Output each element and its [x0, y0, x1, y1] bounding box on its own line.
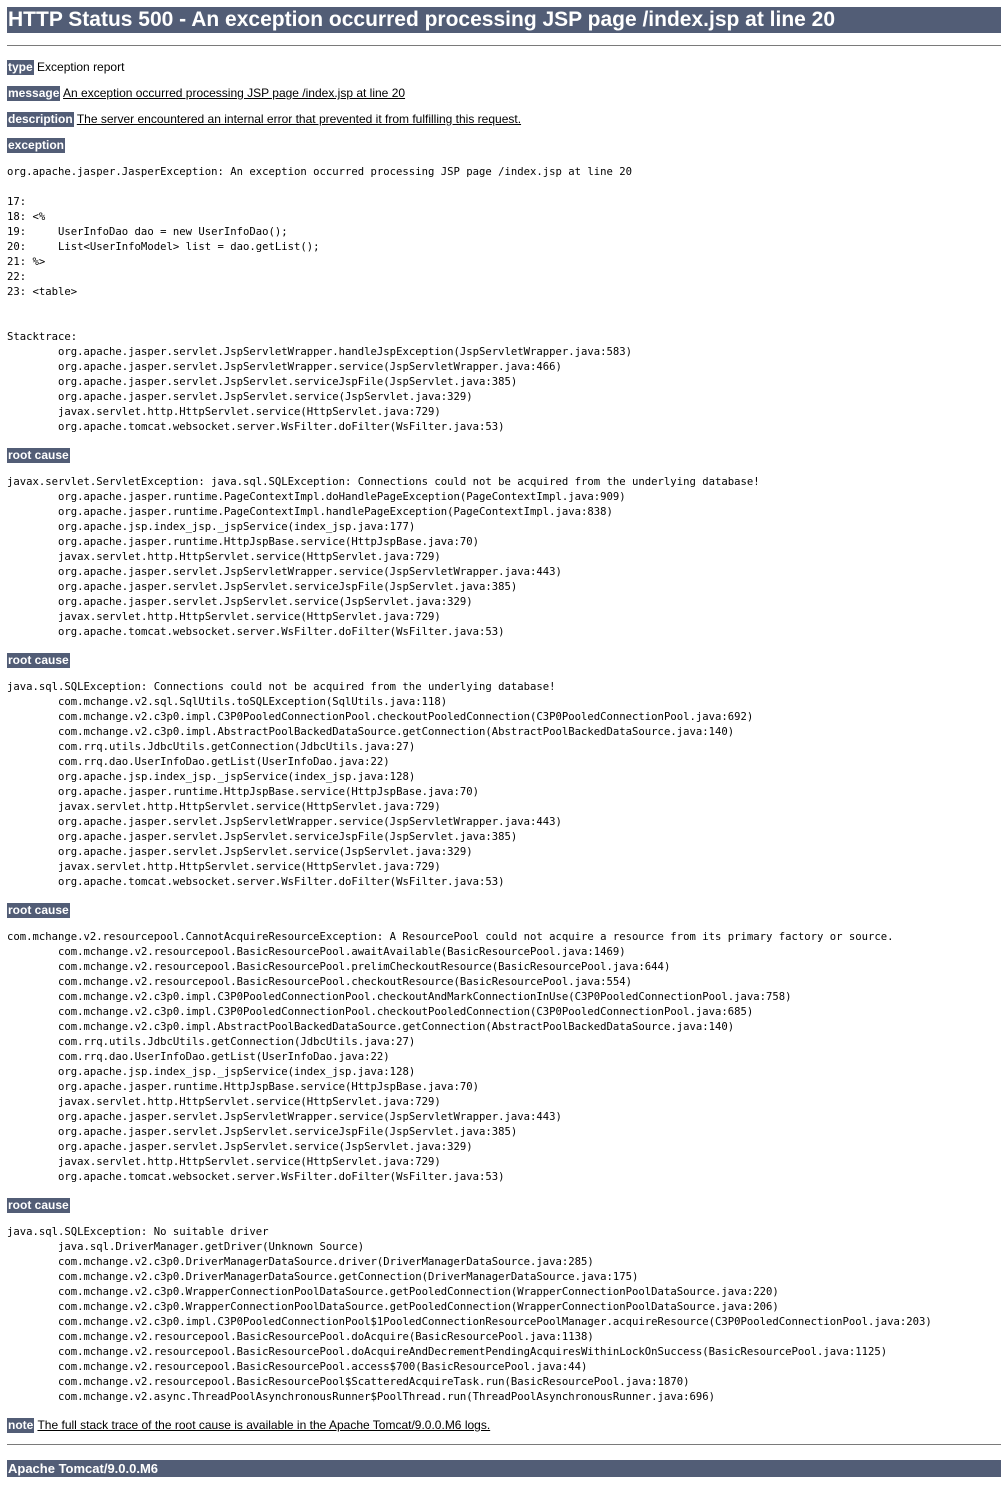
note-row	[7, 1418, 490, 1433]
root-cause-label: root cause	[8, 1198, 69, 1212]
root-cause-stacktrace-4: java.sql.SQLException: No suitable driver java.sql.DriverManager.getDriver(Unknown Source) com.mchange.v2.c3p0.DriverManagerDataSource.driver(DriverManagerDataSource.java:285) com.mchange.v2.c3p0.DriverManagerDataSource.getConnection(DriverManagerDataSource.java:175) com.mchange.v2.c3p0.WrapperConnectionPoolDataSource.getPooledConnection(WrapperConnectionPoolDataSource.java:220) com.mchange.v2.c3p0.WrapperConnectionPoolDataSource.getPooledConnection(WrapperConnectionPoolDataSource.java:206) com.mchange.v2.c3p0.impl.C3P0PooledConnectionPool$1PooledConnectionResourcePoolManager.acquireResource(C3P0PooledConnectionPool.java:203) com.mchange.v2.resourcepool.BasicResourcePool.doAcquire(BasicResourcePool.java:1138) com.mchange.v2.resourcepool.BasicResourcePool.doAcquireAndDecrementPendingAcquiresWithinLockOnSuccess(BasicResourcePool.java:1125) com.mchange.v2.resourcepool.BasicResourcePool.access$700(BasicResourcePool.java:44) com.mchange.v2.resourcepool.BasicResourcePool$ScatteredAcquireTask.run(BasicResourcePool.java:1870) com.mchange.v2.async.ThreadPoolAsynchronousRunner$PoolThread.run(ThreadPoolAsynchronousRunner.java:696)	[7, 1226, 932, 1403]
root-cause-stacktrace-2: java.sql.SQLException: Connections could not be acquired from the underlying database! com.mchange.v2.sql.SqlUtils.toSQLException(SqlUtils.java:118) com.mchange.v2.c3p0.impl.C3P0PooledConnectionPool.checkoutPooledConnection(C3P0PooledConnectionPool.java:692) com.mchange.v2.c3p0.impl.AbstractPoolBackedDataSource.getConnection(AbstractPoolBackedDataSource.java:140) com.rrq.utils.JdbcUtils.getConnection(JdbcUtils.java:27) com.rrq.dao.UserInfoDao.getList(UserInfoDao.java:22) org.apache.jsp.index_jsp._jspService(index_jsp.java:128) org.apache.jasper.runtime.HttpJspBase.service(HttpJspBase.java:70) javax.servlet.http.HttpServlet.service(HttpServlet.java:729) org.apache.jasper.servlet.JspServletWrapper.service(JspServletWrapper.java:443) org.apache.jasper.servlet.JspServlet.serviceJspFile(JspServlet.java:385) org.apache.jasper.servlet.JspServlet.service(JspServlet.java:329) javax.servlet.http.HttpServlet.service(HttpServlet.java:729) org.apache.tomcat.websocket.server.WsFilter.doFilter(WsFilter.java:53)	[7, 681, 754, 888]
root-cause-row-3	[7, 903, 70, 918]
description-value: The server encountered an internal error that prevented it from fulfilling this request.	[76, 112, 522, 126]
exception-stacktrace: org.apache.jasper.JasperException: An exception occurred processing JSP page /index.jsp at line 20 17: 18: <% 19: UserInfoDao dao = new UserInfoDao(); 20: List<UserInfoModel> list = dao.getList(); 21: %> 22: 23: <table> Stacktrace: org.apache.jasper.servlet.JspServletWrapper.handleJspException(JspServletWrapper.java:583) org.apache.jasper.servlet.JspServletWrapper.service(JspServletWrapper.java:466) org.apache.jasper.servlet.JspServlet.serviceJspFile(JspServlet.java:385) org.apache.jasper.servlet.JspServlet.service(JspServlet.java:329) javax.servlet.http.HttpServlet.service(HttpServlet.java:729) org.apache.tomcat.websocket.server.WsFilter.doFilter(WsFilter.java:53)	[7, 166, 633, 433]
type-row	[7, 60, 124, 75]
footer-divider	[7, 1444, 1001, 1445]
note-label: note	[8, 1418, 34, 1432]
root-cause-label: root cause	[8, 448, 69, 462]
root-cause-stacktrace-3: com.mchange.v2.resourcepool.CannotAcquireResourceException: A ResourcePool could not acquire a resource from its primary factory or source. com.mchange.v2.resourcepool.BasicResourcePool.awaitAvailable(BasicResourcePool.java:1469) com.mchange.v2.resourcepool.BasicResourcePool.prelimCheckoutResource(BasicResourcePool.java:644) com.mchange.v2.resourcepool.BasicResourcePool.checkoutResource(BasicResourcePool.java:554) com.mchange.v2.c3p0.impl.C3P0PooledConnectionPool.checkoutAndMarkConnectionInUse(C3P0PooledConnectionPool.java:758) com.mchange.v2.c3p0.impl.C3P0PooledConnectionPool.checkoutPooledConnection(C3P0PooledConnectionPool.java:685) com.mchange.v2.c3p0.impl.AbstractPoolBackedDataSource.getConnection(AbstractPoolBackedDataSource.java:140) com.rrq.utils.JdbcUtils.getConnection(JdbcUtils.java:27) com.rrq.dao.UserInfoDao.getList(UserInfoDao.java:22) org.apache.jsp.index_jsp._jspService(index_jsp.java:128) org.apache.jasper.runtime.HttpJspBase.service(HttpJspBase.java:70) javax.servlet.http.HttpServlet.service(HttpServlet.java:729) org.apache.jasper.servlet.JspServletWrapper.service(JspServletWrapper.java:443) org.apache.jasper.servlet.JspServlet.serviceJspFile(JspServlet.java:385) org.apache.jasper.servlet.JspServlet.service(JspServlet.java:329) javax.servlet.http.HttpServlet.service(HttpServlet.java:729) org.apache.tomcat.websocket.server.WsFilter.doFilter(WsFilter.java:53)	[7, 931, 894, 1183]
message-row	[7, 86, 405, 101]
description-row	[7, 112, 521, 127]
type-value: Exception report	[37, 60, 125, 74]
page-title: HTTP Status 500 - An exception occurred processing JSP page /index.jsp at line 20	[7, 7, 1001, 33]
message-label: message	[8, 86, 60, 100]
header-divider	[7, 45, 1001, 46]
message-value: An exception occurred processing JSP page /index.jsp at line 20	[63, 86, 406, 100]
exception-label: exception	[8, 138, 65, 152]
root-cause-row-2	[7, 653, 70, 668]
description-label: description	[8, 112, 73, 126]
root-cause-label: root cause	[8, 653, 69, 667]
note-value: The full stack trace of the root cause is available in the Apache Tomcat/9.0.0.M6 logs.	[37, 1418, 491, 1432]
root-cause-stacktrace-1: javax.servlet.ServletException: java.sql.SQLException: Connections could not be acquired from the underlying database! org.apache.jasper.runtime.PageContextImpl.doHandlePageException(PageContextImpl.java:909) org.apache.jasper.runtime.PageContextImpl.handlePageException(PageContextImpl.java:838) org.apache.jsp.index_jsp._jspService(index_jsp.java:177) org.apache.jasper.runtime.HttpJspBase.service(HttpJspBase.java:70) javax.servlet.http.HttpServlet.service(HttpServlet.java:729) org.apache.jasper.servlet.JspServletWrapper.service(JspServletWrapper.java:443) org.apache.jasper.servlet.JspServlet.serviceJspFile(JspServlet.java:385) org.apache.jasper.servlet.JspServlet.service(JspServlet.java:329) javax.servlet.http.HttpServlet.service(HttpServlet.java:729) org.apache.tomcat.websocket.server.WsFilter.doFilter(WsFilter.java:53)	[7, 476, 760, 638]
type-label: type	[8, 60, 33, 74]
exception-row	[7, 138, 65, 153]
server-footer: Apache Tomcat/9.0.0.M6	[7, 1460, 1001, 1477]
root-cause-label: root cause	[8, 903, 69, 917]
root-cause-row-4	[7, 1198, 70, 1213]
root-cause-row-1	[7, 448, 70, 463]
